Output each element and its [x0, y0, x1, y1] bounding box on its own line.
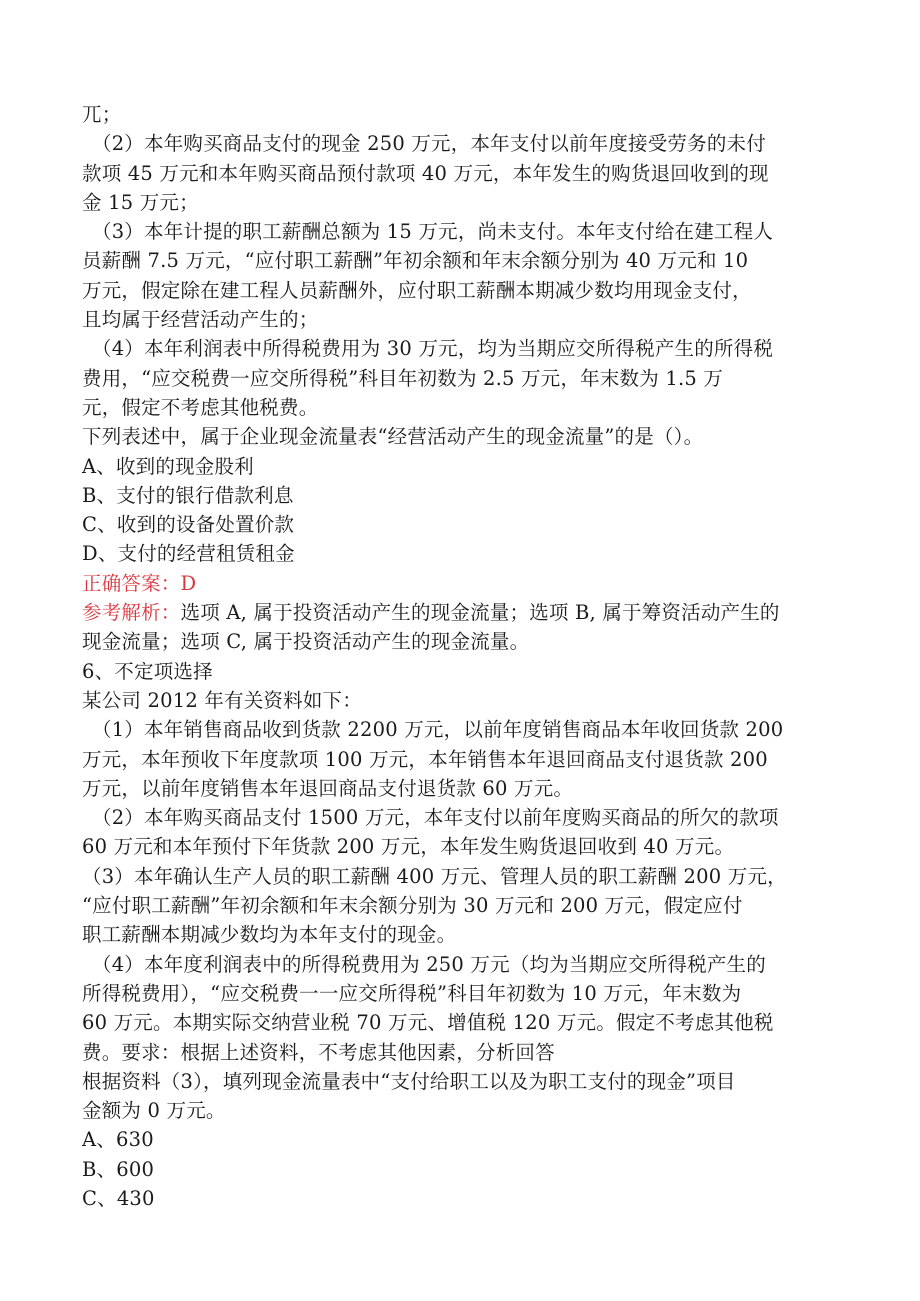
option-b: B、支付的银行借款利息: [82, 483, 294, 507]
option-d: D、支付的经营租赁租金: [82, 542, 295, 566]
text-line: 万元，本年预收下年度款项 100 万元，本年销售本年退回商品支付退货款 200: [82, 747, 768, 771]
text-line: （4）本年利润表中所得税费用为 30 万元，均为当期应交所得税产生的所得税: [92, 337, 774, 361]
text-line: 费。要求：根据上述资料，不考虑其他因素，分析回答: [82, 1040, 555, 1064]
answer-value: D: [180, 571, 197, 595]
text-line: 费用，“应交税费一应交所得税”科目年初数为 2.5 万元，年末数为 1.5 万: [82, 366, 724, 390]
text-line: 金额为 0 万元。: [82, 1099, 226, 1123]
answer-label: 正确答案：: [82, 571, 181, 595]
analysis-text-cont: 现金流量；选项 C, 属于投资活动产生的现金流量。: [82, 630, 530, 654]
text-line: （2）本年购买商品支付 1500 万元，本年支付以前年度购买商品的所欠的款项: [92, 806, 779, 830]
text-line: 员薪酬 7.5 万元，“应付职工薪酬”年初余额和年末余额分别为 40 万元和 10: [82, 249, 749, 273]
text-line: （2）本年购买商品支付的现金 250 万元，本年支付以前年度接受劳务的未付: [92, 132, 766, 156]
q6-heading: 6、不定项选择: [82, 659, 213, 683]
analysis-label: 参考解析：: [82, 601, 181, 625]
text-line: （3）本年确认生产人员的职工薪酬 400 万元、管理人员的职工薪酬 200 万元，: [82, 864, 787, 888]
text-line: （1）本年销售商品收到货款 2200 万元，以前年度销售商品本年收回货款 200: [92, 718, 784, 742]
text-line: “应付职工薪酬”年初余额和年末余额分别为 30 万元和 200 万元，假定应付: [82, 894, 743, 918]
text-line: 万元，假定除在建工程人员薪酬外，应付职工薪酬本期减少数均用现金支付，: [82, 278, 752, 302]
q5-answer: [82, 569, 842, 598]
text-line: 60 万元和本年预付下年货款 200 万元，本年发生购货退回收到 40 万元。: [82, 835, 735, 859]
text-line: 根据资料（3），填列现金流量表中“支付给职工以及为职工支付的现金”项目: [82, 1069, 736, 1093]
text-line: 且均属于经营活动产生的；: [82, 308, 319, 332]
document-page: [82, 100, 842, 1213]
continued-line: 兀；: [82, 103, 122, 126]
q5-item-2: [82, 129, 842, 217]
text-line: 款项 45 万元和本年购买商品预付款项 40 万元，本年发生的购货退回收到的现: [82, 161, 769, 185]
option-a: A、630: [82, 1128, 154, 1152]
text-line: 万元，以前年度销售本年退回商品支付退货款 60 万元。: [82, 776, 574, 800]
q5-analysis: [82, 598, 842, 627]
q6-item-2: [82, 803, 842, 862]
q5-item-4: [82, 334, 842, 422]
option-a: A、收到的现金股利: [82, 454, 254, 478]
text-line: （4）本年度利润表中的所得税费用为 250 万元（均为当期应交所得税产生的: [92, 952, 766, 976]
q5-options: [82, 452, 842, 569]
q6-options: [82, 1125, 842, 1213]
text-line: 所得税费用），“应交税费一一应交所得税”科目年初数为 10 万元，年末数为: [82, 981, 742, 1005]
text-line: （3）本年计提的职工薪酬总额为 15 万元，尚未支付。本年支付给在建工程人: [92, 220, 774, 244]
text-line: 职工薪酬本期减少数均为本年支付的现金。: [82, 923, 457, 947]
q6-item-1: [82, 715, 842, 803]
q5-item-3: [82, 217, 842, 334]
text-line: 元，假定不考虑其他税费。: [82, 395, 319, 419]
q6-question: [82, 1067, 842, 1126]
option-c: C、430: [82, 1186, 155, 1210]
q6-intro: 某公司 2012 年有关资料如下：: [82, 688, 362, 712]
q6-item-4: [82, 950, 842, 1067]
q6-item-3: [82, 862, 842, 950]
option-c: C、收到的设备处置价款: [82, 513, 295, 537]
text-line: 金 15 万元；: [82, 190, 199, 214]
option-b: B、600: [82, 1157, 155, 1181]
q5-question: 下列表述中，属于企业现金流量表“经营活动产生的现金流量”的是（）。: [82, 425, 704, 449]
analysis-text: 选项 A, 属于投资活动产生的现金流量；选项 B, 属于筹资活动产生的: [180, 601, 780, 625]
text-line: 60 万元。本期实际交纳营业税 70 万元、增值税 120 万元。假定不考虑其他税: [82, 1011, 774, 1035]
